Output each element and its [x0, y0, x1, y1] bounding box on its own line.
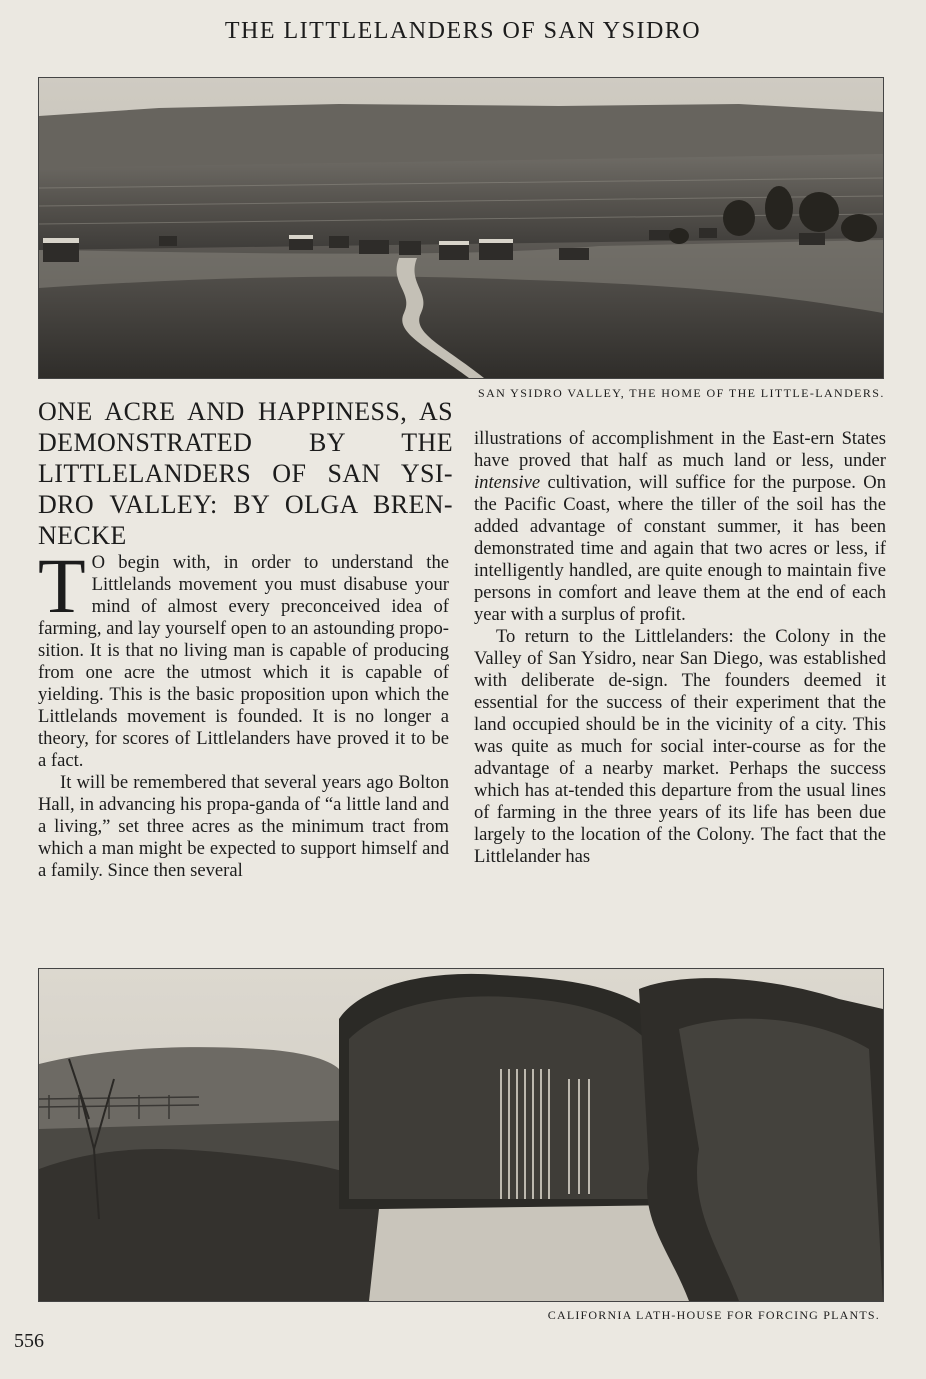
- paragraph-3: To return to the Littlelanders: the Colony in the Valley of San Ysidro, near San Diego, was established with deliberate de-sign. The founders deemed it essential for the success of their experiment that the land occupied should be in the vicinity of a city. This was quite as much for social inter-course as for the advantage of a nearby market. Perhaps the success which has at-tended this departure from the usual lines of farming in the three years of its life has been due largely to the location of the Colony. The fact that the Littlelander has: [474, 626, 886, 867]
- paragraph-1: [38, 542, 449, 772]
- p2-emphasis: intensive: [474, 472, 541, 493]
- valley-photo-caption: SAN YSIDRO VALLEY, THE HOME OF THE LITTLE-LANDERS.: [478, 386, 885, 400]
- drop-cap: T: [38, 542, 86, 629]
- running-header: THE LITTLELANDERS OF SAN YSIDRO: [224, 18, 702, 44]
- valley-photo: [38, 77, 884, 379]
- lathhouse-photo-caption: CALIFORNIA LATH-HOUSE FOR FORCING PLANTS.: [547, 1308, 880, 1322]
- page-number: 556: [14, 1330, 44, 1352]
- lathhouse-photo: [38, 968, 884, 1302]
- p2-cont-after: cultivation, will suffice for the purpose. On the Pacific Coast, where the tiller of the soil has the added advantage of constant summer, it has been demonstrated time and again that two acres or less, if intelligently handled, are quite enough to maintain five persons in comfort and leave them at the end of each year with a surplus of profit.: [474, 472, 886, 625]
- paragraph-2: It will be remembered that several years ago Bolton Hall, in advancing his propa-ganda of “a little land and a living,” set three acres as the minimum tract from which a man might be expected to support himself and a family. Since then several: [38, 772, 449, 881]
- article-title: ONE ACRE AND HAPPINESS, AS DEMONSTRATED BY THE LITTLELANDERS OF SAN YSI-DRO VALLEY: BY OLGA BREN-NECKE: [38, 397, 453, 550]
- column-right: [474, 428, 886, 868]
- paragraph-1-text: O begin with, in order to understand the Littlelands movement you must disabuse your mind of almost every preconceived idea of farming, and lay yourself open to an astounding propo-sition. It is that no living man is capable of producing from one acre the utmost which it is capable of yielding. This is the basic proposition upon which the Littlelands movement is founded. It is no longer a theory, for scores of Littlelanders have proved it to be a fact.: [38, 552, 449, 771]
- paragraph-2-continued: [474, 428, 886, 626]
- p2-cont-before: illustrations of accomplishment in the East-ern States have proved that half as much land or less, under: [474, 428, 886, 471]
- column-left: [38, 542, 449, 882]
